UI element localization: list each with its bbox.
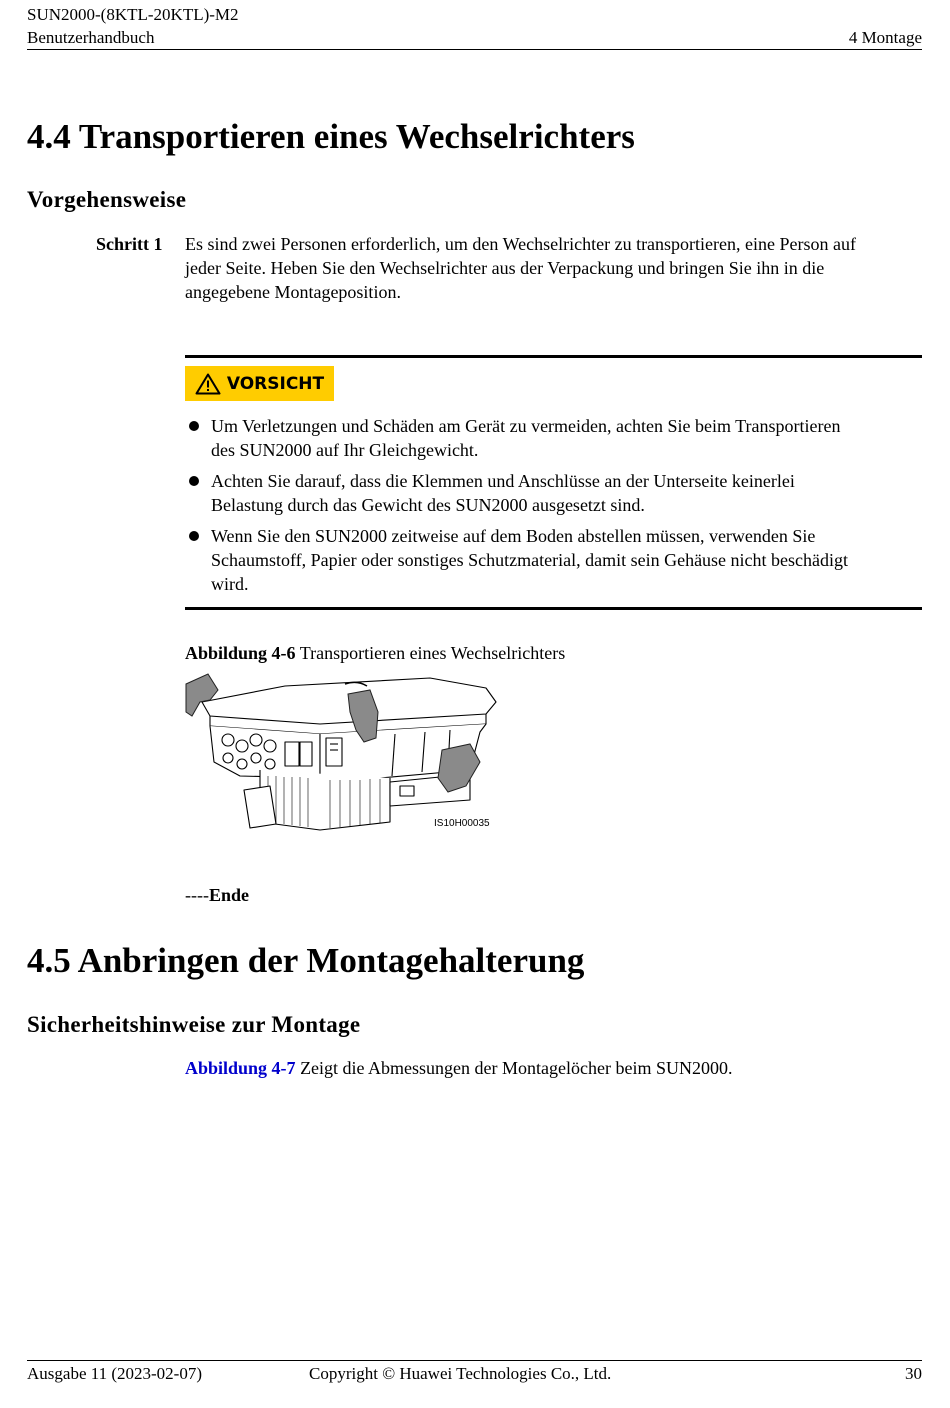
end-marker-word: Ende [208,885,250,905]
figure-reference-paragraph [185,1056,732,1080]
doc-type: Benutzerhandbuch [27,28,155,47]
caution-item-line: Wenn Sie den SUN2000 zeitweise auf dem Boden abstellen müssen, verwenden Sie [211,526,816,546]
step-line: angegebene Montageposition. [185,282,401,302]
section-title: 4.4 Transportieren eines Wechselrichters [27,117,635,156]
step-line: jeder Seite. Heben Sie den Wechselrichter aus der Verpackung und bringen Sie ihn in die [185,258,825,278]
caution-item-line: Um Verletzungen und Schäden am Gerät zu vermeiden, achten Sie beim Transportieren [211,416,841,436]
header-divider [27,49,922,50]
caution-item-line: Schaumstoff, Papier oder sonstiges Schutzmaterial, damit sein Gehäuse nicht beschädigt [211,550,849,570]
caution-item-line: wird. [211,574,249,594]
figure-reference-text: Zeigt die Abmessungen der Montagelöcher beim SUN2000. [295,1058,733,1078]
caution-item-line: des SUN2000 auf Ihr Gleichgewicht. [211,440,479,460]
caution-badge [185,366,334,401]
procedure-heading: Vorgehensweise [27,187,187,212]
caution-item-line: Belastung durch das Gewicht des SUN2000 ausgesetzt sind. [211,495,645,515]
issue-date: Ausgabe 11 (2023-02-07) [27,1364,202,1383]
figure-4-7-link[interactable]: Abbildung 4-7 [185,1058,296,1078]
chapter-label: 4 Montage [848,28,922,47]
safety-heading: Sicherheitshinweise zur Montage [27,1012,361,1037]
doc-product-name: SUN2000-(8KTL-20KTL)-M2 [27,5,239,24]
caution-label: VORSICHT [226,373,325,394]
caution-item [185,524,925,596]
caution-item-line: Achten Sie darauf, dass die Klemmen und Anschlüsse an der Unterseite keinerlei [211,471,795,491]
caution-item [185,414,925,462]
figure-label: Abbildung 4-6 [185,643,296,663]
step-label: Schritt 1 [96,234,163,254]
footer-divider [27,1360,922,1361]
figure-caption [185,641,565,665]
figure-title: Transportieren eines Wechselrichters [299,643,566,663]
caution-item [185,469,925,517]
inverter-transport-illustration [180,672,510,837]
step-text [185,232,925,304]
warning-triangle-icon [195,373,221,395]
caution-bottom-rule [185,607,922,610]
copyright-notice: Copyright © Huawei Technologies Co., Ltd. [309,1364,612,1383]
step-line: Es sind zwei Personen erforderlich, um den Wechselrichter zu transportieren, eine Person auf [185,234,856,254]
end-marker-dashes: ---- [185,885,209,905]
caution-top-rule [185,355,922,358]
section-title: 4.5 Anbringen der Montagehalterung [27,941,585,980]
figure-image-code: IS10H00035 [434,818,490,829]
end-marker [185,883,249,907]
page-number: 30 [905,1364,922,1383]
caution-list [185,414,925,603]
